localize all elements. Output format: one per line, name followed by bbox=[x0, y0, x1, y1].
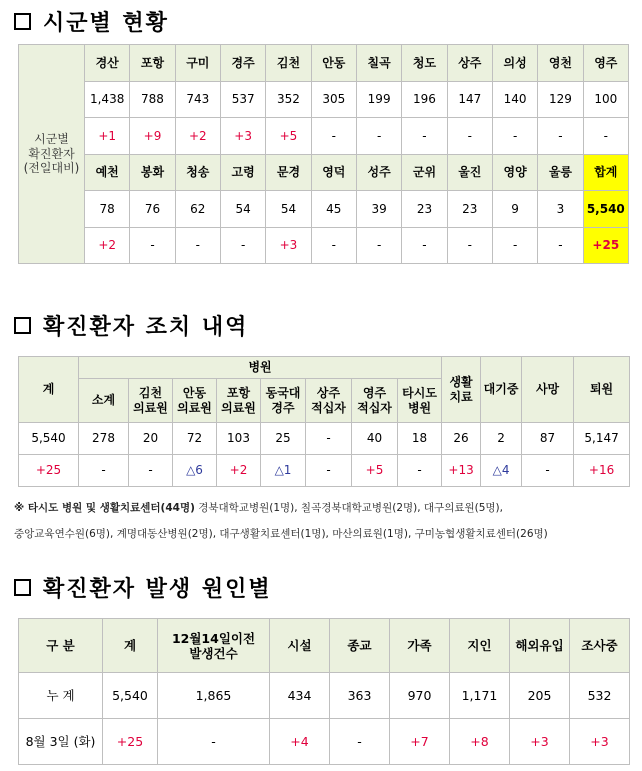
region-name: 군위 bbox=[402, 154, 447, 191]
region-total: 39 bbox=[356, 191, 401, 228]
cause-change: - bbox=[330, 719, 390, 765]
region-change: - bbox=[356, 118, 401, 155]
cause-change: - bbox=[158, 719, 270, 765]
region-total: 537 bbox=[220, 81, 265, 118]
cause-header: 구 분 bbox=[19, 619, 103, 673]
region-change: - bbox=[402, 227, 447, 264]
cause-row-label: 누 계 bbox=[19, 673, 103, 719]
grand-total-label: 합계 bbox=[583, 154, 628, 191]
treatment-change: - bbox=[129, 455, 173, 487]
treatment-change: +5 bbox=[352, 455, 398, 487]
region-name: 울릉 bbox=[538, 154, 583, 191]
region-change: +3 bbox=[220, 118, 265, 155]
region-change: - bbox=[311, 118, 356, 155]
region-name-row-2 bbox=[19, 154, 629, 191]
region-total: 54 bbox=[266, 191, 311, 228]
cause-change: +4 bbox=[270, 719, 330, 765]
region-name: 고령 bbox=[220, 154, 265, 191]
treatment-change: - bbox=[306, 455, 352, 487]
cause-change: +3 bbox=[510, 719, 570, 765]
treatment-value: 2 bbox=[481, 423, 522, 455]
cause-value: 434 bbox=[270, 673, 330, 719]
treatment-value: 25 bbox=[261, 423, 306, 455]
header-hospital-col: 동국대 경주 bbox=[261, 379, 306, 423]
note-text: 경북대학교병원(1명), 칠곡경북대학교병원(2명), 대구의료원(5명), bbox=[194, 502, 503, 514]
region-total: 62 bbox=[175, 191, 220, 228]
cause-value: 5,540 bbox=[103, 673, 158, 719]
region-change: +2 bbox=[175, 118, 220, 155]
treatment-change: △4 bbox=[481, 455, 522, 487]
region-name: 경산 bbox=[85, 45, 130, 82]
region-total: 788 bbox=[130, 81, 175, 118]
region-change: - bbox=[356, 227, 401, 264]
region-name: 청도 bbox=[402, 45, 447, 82]
cause-header: 해외유입 bbox=[510, 619, 570, 673]
treatment-value: 40 bbox=[352, 423, 398, 455]
region-change: - bbox=[220, 227, 265, 264]
region-total-row-1 bbox=[19, 81, 629, 118]
header-hospital-col: 소계 bbox=[79, 379, 129, 423]
treatment-change: - bbox=[398, 455, 442, 487]
treatment-value: 103 bbox=[217, 423, 261, 455]
cause-total-row bbox=[19, 673, 630, 719]
region-change: +5 bbox=[266, 118, 311, 155]
cause-value: 205 bbox=[510, 673, 570, 719]
treatment-value: 26 bbox=[442, 423, 481, 455]
checkbox-icon bbox=[14, 13, 31, 30]
treatment-value: 87 bbox=[522, 423, 574, 455]
region-name: 구미 bbox=[175, 45, 220, 82]
region-change: +9 bbox=[130, 118, 175, 155]
cause-header: 종교 bbox=[330, 619, 390, 673]
cause-change: +7 bbox=[390, 719, 450, 765]
treatment-change: +25 bbox=[19, 455, 79, 487]
region-total: 1,438 bbox=[85, 81, 130, 118]
header-discharged: 퇴원 bbox=[574, 357, 630, 423]
region-name: 울진 bbox=[447, 154, 492, 191]
region-name: 청송 bbox=[175, 154, 220, 191]
region-name-row-1 bbox=[19, 45, 629, 82]
cause-header: 시설 bbox=[270, 619, 330, 673]
treatment-change: +2 bbox=[217, 455, 261, 487]
region-change: - bbox=[311, 227, 356, 264]
checkbox-icon bbox=[14, 579, 31, 596]
region-change-row-1 bbox=[19, 118, 629, 155]
treatment-value: 5,540 bbox=[19, 423, 79, 455]
region-name: 포항 bbox=[130, 45, 175, 82]
treatment-change: +16 bbox=[574, 455, 630, 487]
region-total: 54 bbox=[220, 191, 265, 228]
region-name: 안동 bbox=[311, 45, 356, 82]
region-total: 352 bbox=[266, 81, 311, 118]
section-title-cause bbox=[14, 572, 272, 603]
cause-row-label: 8월 3일 (화) bbox=[19, 719, 103, 765]
region-total: 23 bbox=[402, 191, 447, 228]
section-title-by-region bbox=[14, 6, 169, 37]
region-name: 영양 bbox=[492, 154, 537, 191]
region-name: 성주 bbox=[356, 154, 401, 191]
header-hospital-col: 타시도 병원 bbox=[398, 379, 442, 423]
treatment-change: +13 bbox=[442, 455, 481, 487]
region-total: 23 bbox=[447, 191, 492, 228]
treatment-note-line-1 bbox=[14, 500, 503, 515]
section-title-text: 확진환자 조치 내역 bbox=[43, 315, 249, 340]
header-hospital-col: 김천 의료원 bbox=[129, 379, 173, 423]
row-label: 시군별 확진환자 (전일대비) bbox=[19, 45, 85, 264]
region-name: 경주 bbox=[220, 45, 265, 82]
region-total: 100 bbox=[583, 81, 628, 118]
treatment-change: △6 bbox=[173, 455, 217, 487]
region-total: 140 bbox=[492, 81, 537, 118]
cause-header: 계 bbox=[103, 619, 158, 673]
cause-header: 12월14일이전 발생건수 bbox=[158, 619, 270, 673]
region-name: 예천 bbox=[85, 154, 130, 191]
checkbox-icon bbox=[14, 317, 31, 334]
treatment-change-row bbox=[19, 455, 630, 487]
region-total: 9 bbox=[492, 191, 537, 228]
header-life-treatment: 생활 치료 bbox=[442, 357, 481, 423]
header-hospital-col: 영주 적십자 bbox=[352, 379, 398, 423]
region-name: 영주 bbox=[583, 45, 628, 82]
header-total: 계 bbox=[19, 357, 79, 423]
note-heading: ※ 타시도 병원 및 생활치료센터(44명) bbox=[14, 502, 195, 514]
region-total: 3 bbox=[538, 191, 583, 228]
region-change: - bbox=[447, 118, 492, 155]
treatment-value: 18 bbox=[398, 423, 442, 455]
region-status-table bbox=[18, 44, 629, 264]
treatment-note-line-2 bbox=[14, 526, 548, 541]
region-total: 743 bbox=[175, 81, 220, 118]
section-title-text: 시군별 현황 bbox=[43, 11, 169, 36]
region-name: 영천 bbox=[538, 45, 583, 82]
header-death: 사망 bbox=[522, 357, 574, 423]
treatment-total-row bbox=[19, 423, 630, 455]
region-total: 196 bbox=[402, 81, 447, 118]
cause-table bbox=[18, 618, 630, 765]
region-change: - bbox=[492, 227, 537, 264]
grand-total-value: 5,540 bbox=[583, 191, 628, 228]
grand-total-change: +25 bbox=[583, 227, 628, 264]
region-total-row-2 bbox=[19, 191, 629, 228]
region-total: 147 bbox=[447, 81, 492, 118]
cause-header: 가족 bbox=[390, 619, 450, 673]
treatment-value: 20 bbox=[129, 423, 173, 455]
region-name: 문경 bbox=[266, 154, 311, 191]
treatment-value: 72 bbox=[173, 423, 217, 455]
region-change: - bbox=[402, 118, 447, 155]
region-name: 칠곡 bbox=[356, 45, 401, 82]
cause-change: +3 bbox=[570, 719, 630, 765]
header-hospital-group: 병원 bbox=[79, 357, 442, 379]
region-change: - bbox=[447, 227, 492, 264]
region-total: 78 bbox=[85, 191, 130, 228]
note-text: 중앙교육연수원(6명), 계명대동산병원(2명), 대구생활치료센터(1명), 마산의료원(1명), 구미농협생활치료센터(26명) bbox=[14, 528, 548, 540]
region-name: 영덕 bbox=[311, 154, 356, 191]
treatment-value: 5,147 bbox=[574, 423, 630, 455]
treatment-change: △1 bbox=[261, 455, 306, 487]
cause-value: 970 bbox=[390, 673, 450, 719]
cause-value: 532 bbox=[570, 673, 630, 719]
treatment-value: 278 bbox=[79, 423, 129, 455]
region-change: - bbox=[175, 227, 220, 264]
region-total: 76 bbox=[130, 191, 175, 228]
region-total: 129 bbox=[538, 81, 583, 118]
region-name: 봉화 bbox=[130, 154, 175, 191]
treatment-change: - bbox=[79, 455, 129, 487]
region-change: - bbox=[583, 118, 628, 155]
header-hospital-col: 포항 의료원 bbox=[217, 379, 261, 423]
cause-header: 지인 bbox=[450, 619, 510, 673]
section-title-text: 확진환자 발생 원인별 bbox=[43, 577, 272, 602]
cause-value: 1,171 bbox=[450, 673, 510, 719]
region-change: - bbox=[538, 227, 583, 264]
treatment-table bbox=[18, 356, 630, 487]
region-name: 김천 bbox=[266, 45, 311, 82]
region-change: - bbox=[538, 118, 583, 155]
region-total: 305 bbox=[311, 81, 356, 118]
region-total: 45 bbox=[311, 191, 356, 228]
region-change: +2 bbox=[85, 227, 130, 264]
region-change: - bbox=[130, 227, 175, 264]
treatment-value: - bbox=[306, 423, 352, 455]
section-title-treatment bbox=[14, 310, 248, 341]
region-change-row-2 bbox=[19, 227, 629, 264]
header-hospital-col: 상주 적십자 bbox=[306, 379, 352, 423]
region-change: +3 bbox=[266, 227, 311, 264]
region-total: 199 bbox=[356, 81, 401, 118]
cause-value: 363 bbox=[330, 673, 390, 719]
cause-value: 1,865 bbox=[158, 673, 270, 719]
cause-date-row bbox=[19, 719, 630, 765]
cause-change: +8 bbox=[450, 719, 510, 765]
region-name: 상주 bbox=[447, 45, 492, 82]
region-name: 의성 bbox=[492, 45, 537, 82]
region-change: +1 bbox=[85, 118, 130, 155]
cause-change: +25 bbox=[103, 719, 158, 765]
cause-header: 조사중 bbox=[570, 619, 630, 673]
treatment-change: - bbox=[522, 455, 574, 487]
region-change: - bbox=[492, 118, 537, 155]
header-hospital-col: 안동 의료원 bbox=[173, 379, 217, 423]
header-waiting: 대기중 bbox=[481, 357, 522, 423]
